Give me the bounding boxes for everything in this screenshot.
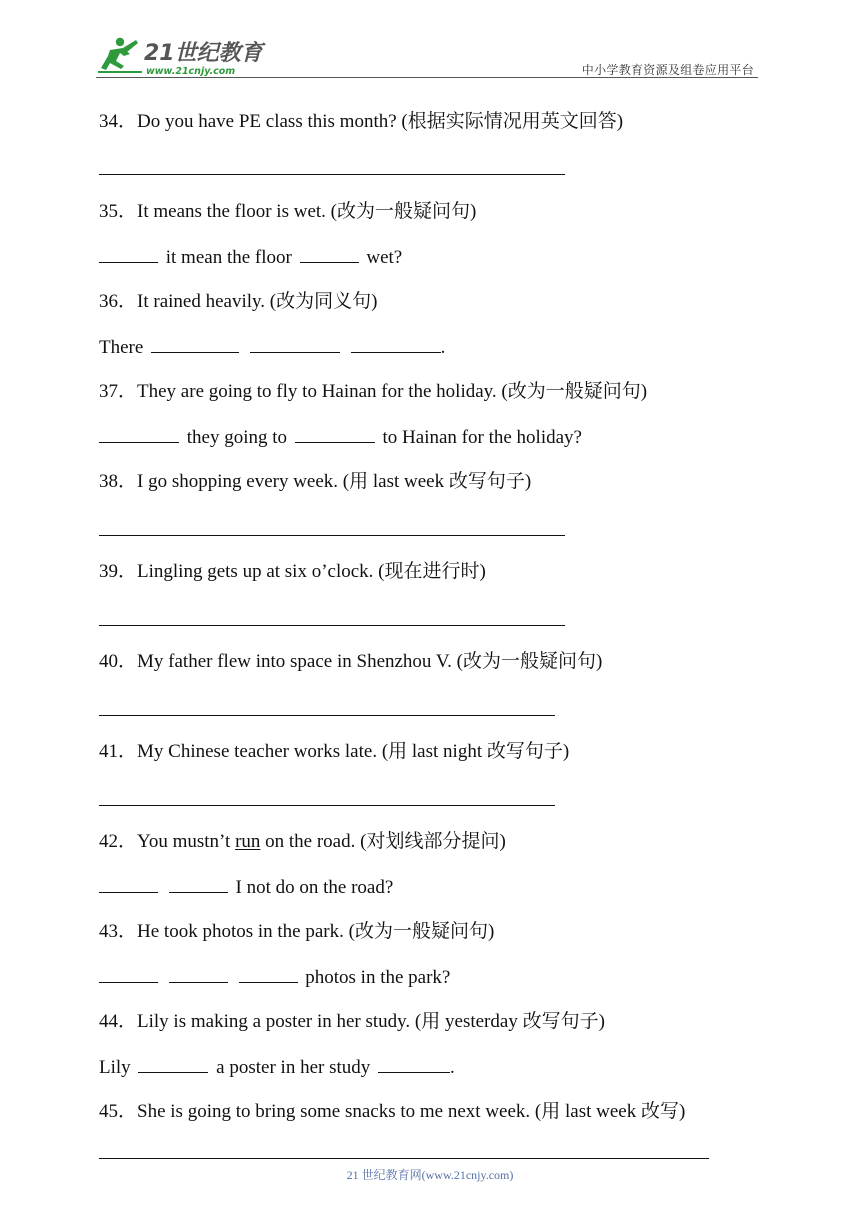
answer-line-40[interactable] — [99, 715, 555, 716]
running-man-icon — [96, 34, 266, 78]
answer-line-34[interactable] — [99, 174, 565, 175]
answer-blank[interactable] — [151, 336, 239, 353]
question-text: My father flew into space in Shenzhou V. (改为一般疑问句) — [137, 651, 603, 672]
answer-blank[interactable] — [169, 966, 228, 983]
answer-line-38[interactable] — [99, 535, 565, 536]
answer-line-41[interactable] — [99, 805, 555, 806]
page-header — [96, 34, 758, 80]
question-38: 38．I go shopping every week. (用 last week 改写句子) — [99, 471, 532, 492]
question-text: It rained heavily. (改为同义句) — [137, 291, 378, 312]
answer-42: I not do on the road? — [99, 876, 393, 899]
logo-url-text: www.21cnjy.com — [146, 66, 236, 77]
answer-blank[interactable] — [300, 246, 359, 263]
question-text: It means the floor is wet. (改为一般疑问句) — [137, 201, 477, 222]
answer-blank[interactable] — [239, 966, 298, 983]
question-text: She is going to bring some snacks to me next week. (用 last week 改写) — [137, 1101, 686, 1122]
site-logo — [96, 34, 266, 78]
answer-blank[interactable] — [99, 966, 158, 983]
question-34: 34．Do you have PE class this month? (根据实际情况用英文回答) — [99, 111, 624, 132]
answer-blank[interactable] — [169, 876, 228, 893]
question-text: Lingling gets up at six o’clock. (现在进行时) — [137, 561, 486, 582]
question-text: Do you have PE class this month? (根据实际情况用英文回答) — [137, 111, 624, 132]
answer-44: Lily a poster in her study . — [99, 1057, 455, 1078]
question-text: He took photos in the park. (改为一般疑问句) — [137, 921, 495, 942]
question-39: 39．Lingling gets up at six o’clock. (现在进行时) — [99, 561, 486, 582]
question-45: 45．She is going to bring some snacks to me next week. (用 last week 改写) — [99, 1101, 686, 1122]
question-44: 44．Lily is making a poster in her study. (用 yesterday 改写句子) — [99, 1011, 605, 1032]
answer-blank[interactable] — [99, 426, 179, 443]
question-37: 37．They are going to fly to Hainan for the holiday. (改为一般疑问句) — [99, 381, 648, 402]
header-divider — [96, 77, 758, 78]
answer-blank[interactable] — [250, 336, 340, 353]
answer-blank[interactable] — [99, 876, 158, 893]
question-36: 36．It rained heavily. (改为同义句) — [99, 291, 378, 312]
answer-blank[interactable] — [138, 1056, 208, 1073]
question-text: They are going to fly to Hainan for the holiday. (改为一般疑问句) — [137, 381, 648, 402]
question-text: Lily is making a poster in her study. (用 yesterday 改写句子) — [137, 1011, 605, 1032]
footer-divider — [99, 1158, 709, 1159]
question-42: 42．You mustn’t run on the road. (对划线部分提问) — [99, 831, 506, 852]
question-40: 40．My father flew into space in Shenzhou V. (改为一般疑问句) — [99, 651, 603, 672]
question-41: 41．My Chinese teacher works late. (用 last night 改写句子) — [99, 741, 570, 762]
logo-brand-text: 21世纪教育 — [144, 41, 263, 66]
answer-36: There . — [99, 337, 446, 358]
footer-text: 21 世纪教育网(www.21cnjy.com) — [346, 1168, 514, 1182]
answer-line-39[interactable] — [99, 625, 565, 626]
answer-blank[interactable] — [351, 336, 441, 353]
answer-43: photos in the park? — [99, 966, 450, 989]
answer-blank[interactable] — [99, 246, 158, 263]
question-35: 35．It means the floor is wet. (改为一般疑问句) — [99, 201, 477, 222]
question-text: My Chinese teacher works late. (用 last night 改写句子) — [137, 741, 570, 762]
answer-blank[interactable] — [378, 1056, 450, 1073]
question-text: I go shopping every week. (用 last week 改写句子) — [137, 471, 532, 492]
header-platform-text: 中小学教育资源及组卷应用平台 — [581, 63, 754, 77]
question-43: 43．He took photos in the park. (改为一般疑问句) — [99, 921, 495, 942]
answer-35: it mean the floor wet? — [99, 246, 402, 269]
underlined-word: run — [235, 831, 261, 852]
answer-37: they going to to Hainan for the holiday? — [99, 426, 582, 449]
answer-blank[interactable] — [295, 426, 375, 443]
